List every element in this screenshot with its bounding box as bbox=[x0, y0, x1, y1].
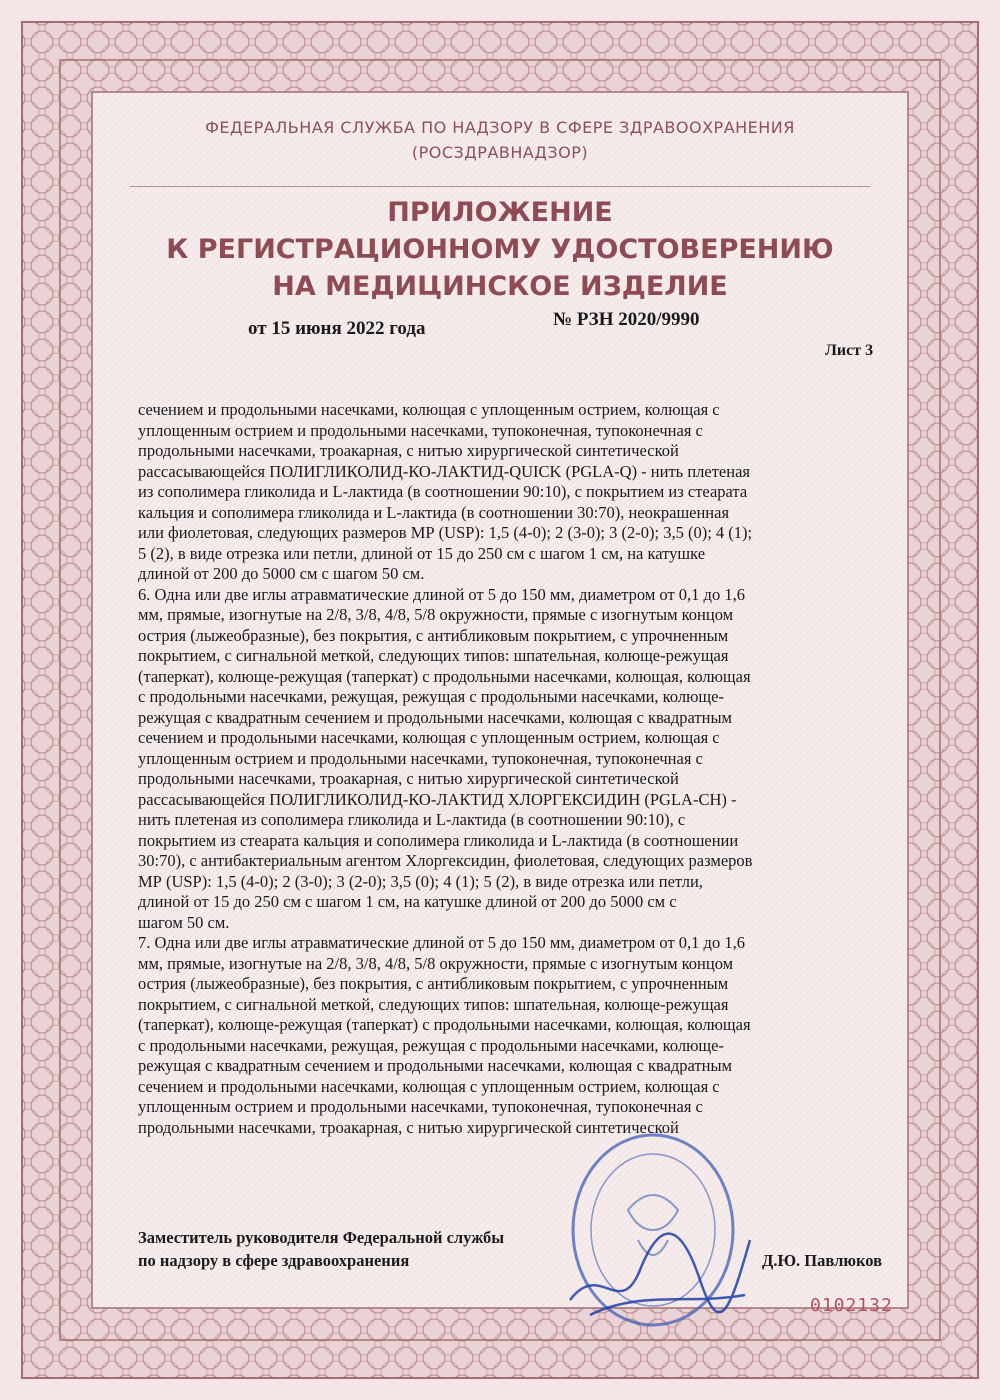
document-title-line1: ПРИЛОЖЕНИЕ bbox=[387, 197, 613, 228]
serial-number: 0102132 bbox=[810, 1295, 893, 1316]
body-line: с продольными насечками, режущая, режущая с продольными насечками, колюще- bbox=[138, 687, 724, 706]
body-line: продольными насечками, троакарная, с нитью хирургической синтетической bbox=[138, 769, 679, 788]
body-line: продольными насечками, троакарная, с нитью хирургической синтетической bbox=[138, 1117, 679, 1137]
registration-number: № РЗН 2020/9990 bbox=[553, 309, 700, 330]
body-line: продольными насечками, троакарная, с нитью хирургической синтетической bbox=[138, 441, 679, 460]
body-line: уплощенным острием и продольными насечками, тупоконечная, тупоконечная с bbox=[138, 420, 703, 440]
header-divider bbox=[130, 186, 870, 187]
body-line: из сополимера гликолида и L-лактида (в соотношении 90:10), с покрытием из стеарата bbox=[138, 482, 748, 501]
body-line: острия (лыжеобразные), без покрытия, с антибликовым покрытием, с упрочненным bbox=[138, 625, 729, 645]
body-line: 30:70), с антибактериальным агентом Хлоргексидин, фиолетовая, следующих размеров bbox=[138, 851, 753, 870]
agency-abbreviation: (РОСЗДРАВНАДЗОР) bbox=[411, 143, 589, 162]
body-line: (таперкат), колюще-режущая (таперкат) с продольными насечками, колющая, колющая bbox=[138, 666, 751, 686]
body-line: покрытием из стеарата кальция и сополимера гликолида и L-лактида (в соотношении bbox=[138, 830, 739, 850]
body-line: мм, прямые, изогнутые на 2/8, 3/8, 4/8, 5/8 окружности, прямые с изогнутым концом bbox=[138, 953, 734, 973]
body-line: покрытием, с сигнальной меткой, следующих типов: шпательная, колюще-режущая bbox=[138, 994, 729, 1014]
document-title-line3: НА МЕДИЦИНСКОЕ ИЗДЕЛИЕ bbox=[272, 271, 728, 302]
handwritten-signature-icon bbox=[560, 1180, 760, 1330]
body-line: с продольными насечками, режущая, режущая с продольными насечками, колюще- bbox=[138, 1035, 724, 1055]
body-line: сечением и продольными насечками, колющая с уплощенным острием, колющая с bbox=[138, 728, 720, 747]
sheet-number: Лист 3 bbox=[825, 342, 874, 359]
agency-name: ФЕДЕРАЛЬНАЯ СЛУЖБА ПО НАДЗОРУ В СФЕРЕ ЗДРАВООХРАНЕНИЯ bbox=[205, 118, 795, 137]
document-title-line2: К РЕГИСТРАЦИОННОМУ УДОСТОВЕРЕНИЮ bbox=[166, 234, 834, 265]
signatory-position-line1: Заместитель руководителя Федеральной службы bbox=[138, 1228, 505, 1247]
body-line: длиной от 200 до 5000 см с шагом 50 см. bbox=[138, 564, 425, 583]
body-line: (таперкат), колюще-режущая (таперкат) с продольными насечками, колющая, колющая bbox=[138, 1015, 751, 1034]
body-line: кальция и сополимера гликолида и L-лактида (в соотношении 30:70), неокрашенная bbox=[138, 502, 730, 522]
body-line: уплощенным острием и продольными насечками, тупоконечная, тупоконечная с bbox=[138, 748, 703, 768]
body-line: уплощенным острием и продольными насечками, тупоконечная, тупоконечная с bbox=[138, 1097, 703, 1116]
body-line: рассасывающейся ПОЛИГЛИКОЛИД-КО-ЛАКТИД ХЛОРГЕКСИДИН (PGLA-CH) - bbox=[138, 789, 737, 809]
body-line: 5 (2), в виде отрезка или петли, длиной от 15 до 250 см с шагом 1 см, на катушке bbox=[138, 543, 706, 563]
body-line: сечением и продольными насечками, колющая с уплощенным острием, колющая с bbox=[138, 400, 720, 419]
body-line: сечением и продольными насечками, колющая с уплощенным острием, колющая с bbox=[138, 1076, 720, 1096]
body-line: длиной от 15 до 250 см с шагом 1 см, на катушке длиной от 200 до 5000 см с bbox=[138, 892, 677, 911]
signatory-name: Д.Ю. Павлюков bbox=[762, 1251, 882, 1270]
body-line: режущая с квадратным сечением и продольными насечками, колющая с квадратным bbox=[138, 707, 732, 727]
body-line: мм, прямые, изогнутые на 2/8, 3/8, 4/8, 5/8 окружности, прямые с изогнутым концом bbox=[138, 605, 734, 624]
body-line: покрытием, с сигнальной меткой, следующих типов: шпательная, колюще-режущая bbox=[138, 646, 729, 665]
body-text bbox=[138, 400, 908, 1138]
body-line: или фиолетовая, следующих размеров МР (USP): 1,5 (4-0); 2 (3-0); 3 (2-0); 3,5 (0); 4 (1); bbox=[138, 523, 753, 542]
body-line: 6. Одна или две иглы атравматические длиной от 5 до 150 мм, диаметром от 0,1 до 1,6 bbox=[138, 584, 745, 604]
body-line: МР (USP): 1,5 (4-0); 2 (3-0); 3 (2-0); 3,5 (0); 4 (1); 5 (2), в виде отрезка или петли, bbox=[138, 871, 703, 891]
issue-date: от 15 июня 2022 года bbox=[248, 318, 426, 339]
body-line: нить плетеная из сополимера гликолида и L-лактида (в соотношении 90:10), с bbox=[138, 810, 686, 829]
body-line: рассасывающейся ПОЛИГЛИКОЛИД-КО-ЛАКТИД-QUICK (PGLA-Q) - нить плетеная bbox=[138, 461, 750, 481]
body-line: острия (лыжеобразные), без покрытия, с антибликовым покрытием, с упрочненным bbox=[138, 974, 729, 993]
body-line: шагом 50 см. bbox=[138, 912, 230, 932]
body-line: режущая с квадратным сечением и продольными насечками, колющая с квадратным bbox=[138, 1056, 732, 1075]
signatory-position-line2: по надзору в сфере здравоохранения bbox=[138, 1251, 410, 1270]
body-line: 7. Одна или две иглы атравматические длиной от 5 до 150 мм, диаметром от 0,1 до 1,6 bbox=[138, 933, 745, 952]
